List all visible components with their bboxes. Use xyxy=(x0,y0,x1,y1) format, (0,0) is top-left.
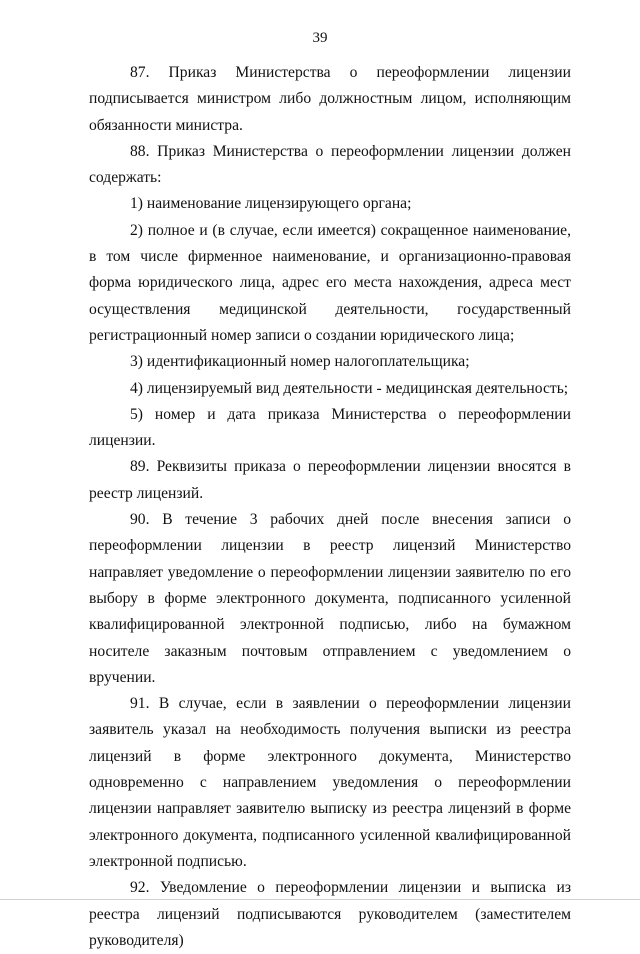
paragraph-88: 88. Приказ Министерства о переоформлении лицензии должен содержать: xyxy=(89,142,571,187)
list-item-4: 4) лицензируемый вид деятельности - медицинская деятельность; xyxy=(130,379,569,397)
document-body xyxy=(89,60,571,954)
paragraph-89: 89. Реквизиты приказа о переоформлении лицензии вносятся в реестр лицензий. xyxy=(89,458,571,502)
paragraph-91: 91. В случае, если в заявлении о переоформлении лицензии заявитель указал на необходимость получения выписки из реестра лицензий в форме электронного документа, Министерство одновременно с направлением уведомления о переоформлении лицензии направляет заявителю выписку из реестра лицензий в форме электронного документа, подписанного усиленной квалифицированной электронной подписью. xyxy=(89,695,571,870)
paragraph-90: 90. В течение 3 рабочих дней после внесения записи о переоформлении лицензии в реестр лицензий Министерство направляет уведомление о переоформлении лицензии заявителю по его выбору в форме электронного документа, подписанного усиленной квалифицированной электронной подписью, либо на бумажном носителе заказным почтовым отправлением с уведомлением о вручении. xyxy=(89,511,571,686)
paragraph-87: 87. Приказ Министерства о переоформлении лицензии подписывается министром либо должностным лицом, исполняющим обязанности министра. xyxy=(89,64,571,134)
list-item-5: 5) номер и дата приказа Министерства о переоформлении лицензии. xyxy=(89,405,571,450)
paragraph-92: 92. Уведомление о переоформлении лицензии и выписка из реестра лицензий подписываются руководителем (заместителем руководителя) xyxy=(89,879,571,949)
list-item-2: 2) полное и (в случае, если имеется) сокращенное наименование, в том числе фирменное наименование, и организационно-правовая форма юридического лица, адрес его места нахождения, адреса мест осуществления медицинской деятельности, государственный регистрационный номер записи о создании юридического лица; xyxy=(89,221,571,344)
list-item-3: 3) идентификационный номер налогоплательщика; xyxy=(130,353,470,371)
page-number: 39 xyxy=(312,30,328,46)
list-item-1: 1) наименование лицензирующего органа; xyxy=(130,195,412,213)
page-bottom-edge xyxy=(0,899,640,900)
